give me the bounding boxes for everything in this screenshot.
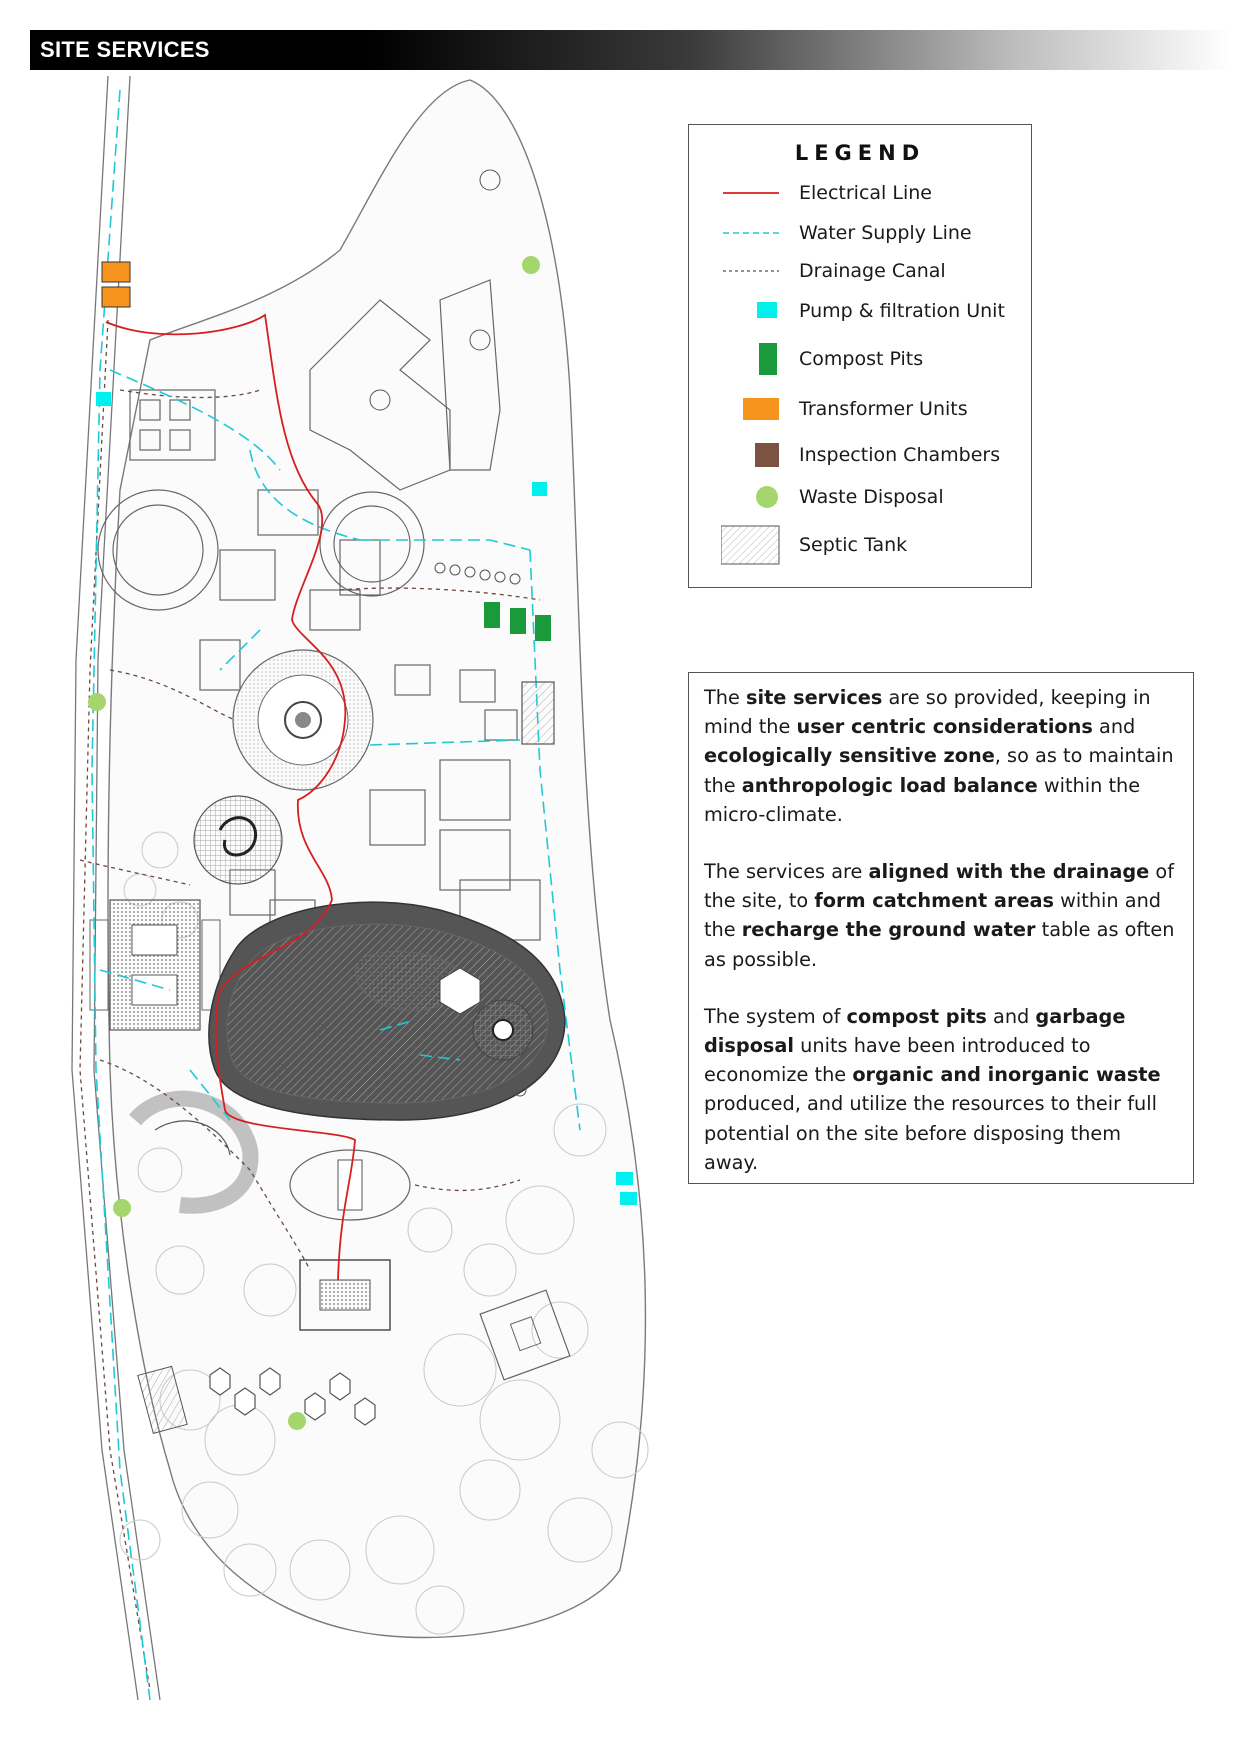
page-title: SITE SERVICES	[40, 37, 210, 62]
description-highlight: form catchment areas	[814, 889, 1055, 913]
transformer-units	[102, 262, 130, 307]
transformer-unit-symbol	[721, 389, 781, 429]
central-plaza	[233, 650, 373, 790]
description-highlight: recharge the ground water	[741, 918, 1036, 942]
residential-quad	[90, 900, 220, 1030]
legend-item-water-supply-line	[689, 213, 1031, 253]
septic-tanks	[522, 682, 554, 744]
description-text: and	[986, 1004, 1036, 1028]
pump-filtration-unit-symbol	[721, 291, 781, 331]
drainage-canal-symbol	[721, 251, 781, 291]
description-highlight: user centric considerations	[796, 715, 1093, 739]
legend-label: Pump & filtration Unit	[799, 300, 1005, 322]
waste-disposal-symbol	[721, 477, 781, 517]
legend-label: Transformer Units	[799, 398, 968, 420]
description-text: within and the	[704, 889, 1162, 942]
legend-label: Electrical Line	[799, 182, 932, 204]
legend-label: Water Supply Line	[799, 222, 972, 244]
legend-title: LEGEND	[794, 141, 926, 165]
description-text: The system of	[704, 1004, 847, 1028]
legend-panel	[688, 124, 1032, 588]
septic-tank-symbol	[721, 525, 781, 565]
legend-item-transformer-units	[689, 389, 1031, 429]
description-highlight: garbage disposal	[704, 1004, 1126, 1058]
site-plan-map	[20, 70, 720, 1750]
legend-item-septic-tank	[689, 525, 1031, 565]
description-paragraph-2	[704, 857, 1179, 974]
description-text: units have been introduced to economize the	[704, 1034, 1091, 1087]
description-paragraph-3	[704, 1002, 1179, 1177]
legend-label: Compost Pits	[799, 348, 924, 370]
inspection-chamber-symbol	[721, 435, 781, 475]
description-text: are so provided, keeping in mind the	[704, 686, 1151, 739]
legend-label: Inspection Chambers	[799, 444, 1001, 466]
legend-item-pump-filtration-unit	[689, 291, 1031, 331]
description-text: and	[1092, 715, 1136, 739]
description-panel	[688, 672, 1194, 1184]
description-highlight: anthropologic load balance	[741, 773, 1038, 797]
spiral-garden	[194, 796, 282, 884]
legend-label: Septic Tank	[799, 534, 908, 556]
compost-pit-symbol	[721, 339, 781, 379]
legend-item-compost-pits	[689, 339, 1031, 379]
page-title-bar	[30, 30, 1230, 70]
description-text: produced, and utilize the resources to their full potential on the site before disposing them away.	[704, 1092, 1157, 1174]
description-highlight: ecologically sensitive zone	[704, 744, 995, 768]
description-highlight: site services	[746, 686, 883, 709]
description-text: , so as to maintain the	[704, 744, 1174, 797]
legend-label: Waste Disposal	[799, 486, 944, 508]
description-highlight: organic and inorganic waste	[852, 1063, 1161, 1087]
description-highlight: aligned with the drainage	[868, 860, 1150, 884]
description-paragraph-1	[704, 683, 1179, 829]
site-boundary	[108, 80, 645, 1638]
description-text: The services are	[704, 860, 869, 884]
legend-item-drainage-canal	[689, 251, 1031, 291]
legend-item-electrical-line	[689, 173, 1031, 213]
description-text: of the site, to	[704, 860, 1174, 913]
water-supply-line-symbol	[721, 213, 781, 253]
legend-item-inspection-chambers	[689, 435, 1031, 475]
legend-item-waste-disposal	[689, 477, 1031, 517]
legend-label: Drainage Canal	[799, 260, 946, 282]
description-text: The	[704, 686, 746, 709]
description-text: within the micro-climate.	[704, 773, 1141, 826]
description-text: table as often as possible.	[704, 918, 1175, 971]
electrical-line-symbol	[721, 173, 781, 213]
site-plan-drawing	[20, 70, 720, 1750]
description-highlight: compost pits	[846, 1004, 987, 1028]
